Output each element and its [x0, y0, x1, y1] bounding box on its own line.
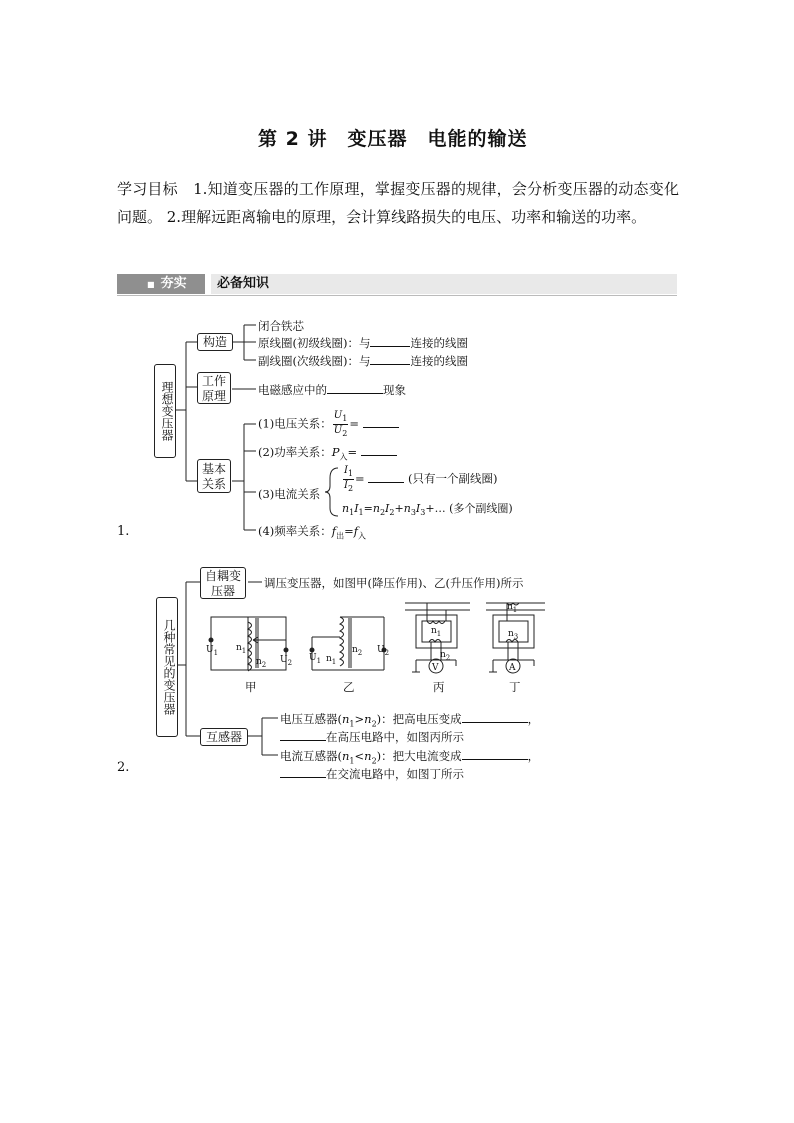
common-transformers-root: 几种常见的变压器 [156, 597, 178, 737]
section-tag: ■ 夯实 [117, 274, 205, 294]
ideal-transformer-root: 理想变压器 [154, 364, 176, 458]
item-2-number: 2. [117, 760, 130, 775]
svg-text:n1: $n_1$ [507, 602, 518, 614]
figure-label-bing: 丙 [433, 680, 445, 694]
basic-relations-box: 基本关系 [197, 459, 231, 493]
svg-text:n3: $n_3$ [508, 629, 519, 641]
voltmeter-label: V [432, 663, 439, 673]
mutual-inductor-box: 互感器 [200, 728, 248, 746]
principle-text: 电磁感应中的 现象 [258, 383, 406, 397]
figure-jia [209, 617, 288, 671]
svg-text:n2: $n_2$ [440, 650, 451, 662]
item-1-number: 1. [117, 524, 130, 539]
auto-transformer-text: 调压变压器，如图甲(降压作用)、乙(升压作用)所示 [264, 576, 524, 590]
current-relation-multi: $n_1I_1=n_2I_2+n_3I_3+\dots$ (多个副线圈) [342, 502, 513, 518]
svg-text:n1: $n_1$ [431, 626, 442, 638]
voltage-relation: (1)电压关系： $\frac{U_1}{U_2}$ = [258, 410, 399, 439]
section-label: 必备知识 [211, 274, 677, 294]
frequency-relation: (4)频率关系：$f_出=f_入$ [258, 524, 366, 541]
svg-text:U2: $U_2$ [280, 655, 293, 667]
figure-yi [310, 617, 386, 670]
svg-text:n1: $n_1$ [326, 654, 337, 666]
figure-label-jia: 甲 [245, 680, 257, 694]
learning-goals: 学习目标 1.知道变压器的工作原理，掌握变压器的规律，会分析变压器的动态变化问题。 2.理解远距离输电的原理，会计算线路损失的电压、功率和输送的功率。 [117, 180, 679, 226]
svg-text:U2: $U_2$ [377, 645, 390, 657]
svg-text:n2: $n_2$ [256, 657, 267, 669]
voltage-transformer-line1: 电压互感器$(n_1>n_2)$：把高电压变成 ， [280, 712, 540, 729]
structure-item-secondary: 副线圈(次级线圈)：与 连接的线圈 [258, 354, 468, 368]
svg-text:U1: $U_1$ [309, 653, 322, 665]
figure-label-ding: 丁 [509, 680, 521, 694]
power-relation: (2)功率关系：$P_入=$ [258, 444, 397, 462]
current-transformer-line2: 在交流电路中，如图丁所示 [280, 766, 464, 782]
voltage-transformer-line2: 在高压电路中，如图丙所示 [280, 729, 464, 745]
structure-item-core: 闭合铁芯 [258, 319, 304, 333]
current-relation-label: (3)电流关系 [258, 487, 321, 501]
structure-box: 构造 [197, 333, 233, 351]
svg-text:n2: $n_2$ [352, 645, 363, 657]
current-relation-single: $\frac{I_1}{I_2}$ = (只有一个副线圈) [344, 465, 498, 493]
page-title: 第 2 讲 变压器 电能的输送 [258, 128, 528, 150]
current-transformer-line1: 电流互感器$(n_1<n_2)$：把大电流变成 ， [280, 749, 540, 766]
svg-text:U1: $U_1$ [206, 645, 219, 657]
principle-box: 工作原理 [197, 372, 231, 404]
figure-label-yi: 乙 [343, 680, 355, 694]
structure-item-primary: 原线圈(初级线圈)：与 连接的线圈 [258, 336, 468, 350]
auto-transformer-box: 自耦变压器 [200, 567, 246, 599]
ammeter-label: A [509, 663, 516, 673]
svg-text:n1: $n_1$ [236, 643, 247, 655]
